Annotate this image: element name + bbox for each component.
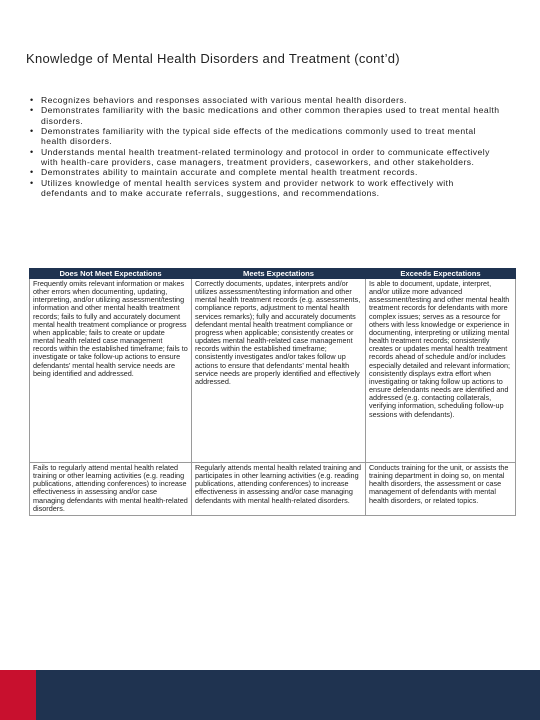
cell-exceeds: Is able to document, update, interpret, and/or utilize more advanced assessment/testing and other mental health treatment records for defendants with more complex issues; serves as a resource for others with less knowledge or experience in documenting, interpreting or utilizing mental health treatment records; consistently creates or updates mental health treatment records ahead of schedule and/or includes especially detailed and relevant information; consistently displays extra effort when investigating or taking follow up actions to ensure defendants needs are identified and addressed (e.g. contacting collaterals, verifying information, scheduling follow-up sessions with defendants). — [366, 279, 516, 463]
table-row — [30, 279, 516, 463]
footer-red-block — [0, 670, 36, 720]
bullet-item — [30, 147, 500, 168]
bullet-icon: • — [30, 95, 34, 105]
bullet-item — [30, 126, 500, 147]
bullet-icon: • — [30, 167, 34, 178]
bullet-item — [30, 95, 500, 105]
header-exceeds: Exceeds Expectations — [366, 269, 516, 279]
header-meets: Meets Expectations — [192, 269, 366, 279]
header-does-not-meet: Does Not Meet Expectations — [30, 269, 192, 279]
bullet-item — [30, 178, 500, 199]
cell-exceeds: Conducts training for the unit, or assists the training department in doing so, on mental health disorders, the assessment or case management of defendants with mental health disorders, or related topics. — [366, 463, 516, 516]
bullet-text: Understands mental health treatment-related terminology and protocol in order to communicate effectively with health-care providers, case managers, treatment providers, caseworkers, and other stakeholders. — [41, 146, 490, 168]
bullet-text: Recognizes behaviors and responses associated with various mental health disorders. — [41, 95, 408, 105]
bullet-icon: • — [30, 105, 34, 116]
cell-does-not-meet: Frequently omits relevant information or makes other errors when documenting, updating, interpreting, and/or utilizing assessment/testing information and other mental health treatment records; fails to fully and accurately document mental health treatment compliance or progress when applicable; fails to create or update mental health related case management records within the established timeframe; fails to investigate or take follow-up actions to ensure defendants’ mental health service needs are being identified and addressed. — [30, 279, 192, 463]
bullet-icon: • — [30, 126, 34, 137]
expectations-table — [29, 268, 516, 516]
bullet-icon: • — [30, 146, 34, 157]
bullet-item — [30, 105, 500, 126]
bullet-text: Demonstrates familiarity with the basic medications and other common therapies used to treat mental health disorders. — [41, 105, 500, 126]
bullet-text: Demonstrates familiarity with the typical side effects of the medications commonly used to treat mental health disorders. — [41, 126, 476, 147]
bullet-text: Demonstrates ability to maintain accurate and complete mental health treatment records. — [41, 167, 418, 178]
table-row — [30, 463, 516, 516]
bullet-item — [30, 167, 500, 177]
footer-navy-bar — [36, 670, 540, 720]
cell-meets: Regularly attends mental health related training and participates in other learning activities (e.g. reading publications, attending conferences) to increase effectiveness in assessing and/or case managing defendants with mental health-related disorders. — [192, 463, 366, 516]
cell-does-not-meet: Fails to regularly attend mental health related training or other learning activities (e.g. reading publications, attending conferences) to increase effectiveness in assessing and/or case managing defendants with mental health-related disorders. — [30, 463, 192, 516]
table-header-row — [30, 269, 516, 279]
bullet-icon: • — [30, 177, 34, 188]
page-title: Knowledge of Mental Health Disorders and Treatment (cont’d) — [26, 51, 400, 66]
competency-bullet-list — [30, 95, 500, 198]
bullet-text: Utilizes knowledge of mental health services system and provider network to work effectively with defendants and to make accurate referrals, suggestions, and recommendations. — [41, 177, 454, 199]
cell-meets: Correctly documents, updates, interprets and/or utilizes assessment/testing information and other mental health treatment records (e.g. assessments, compliance reports, adjustment to mental health services remarks); fully and accurately documents defendant mental health treatment compliance or progress when applicable; consistently creates or updates mental health-related case management records within the established timeframe; consistently investigates and/or takes follow up actions to ensure that defendants’ mental health service needs are properly identified and effectively addressed. — [192, 279, 366, 463]
